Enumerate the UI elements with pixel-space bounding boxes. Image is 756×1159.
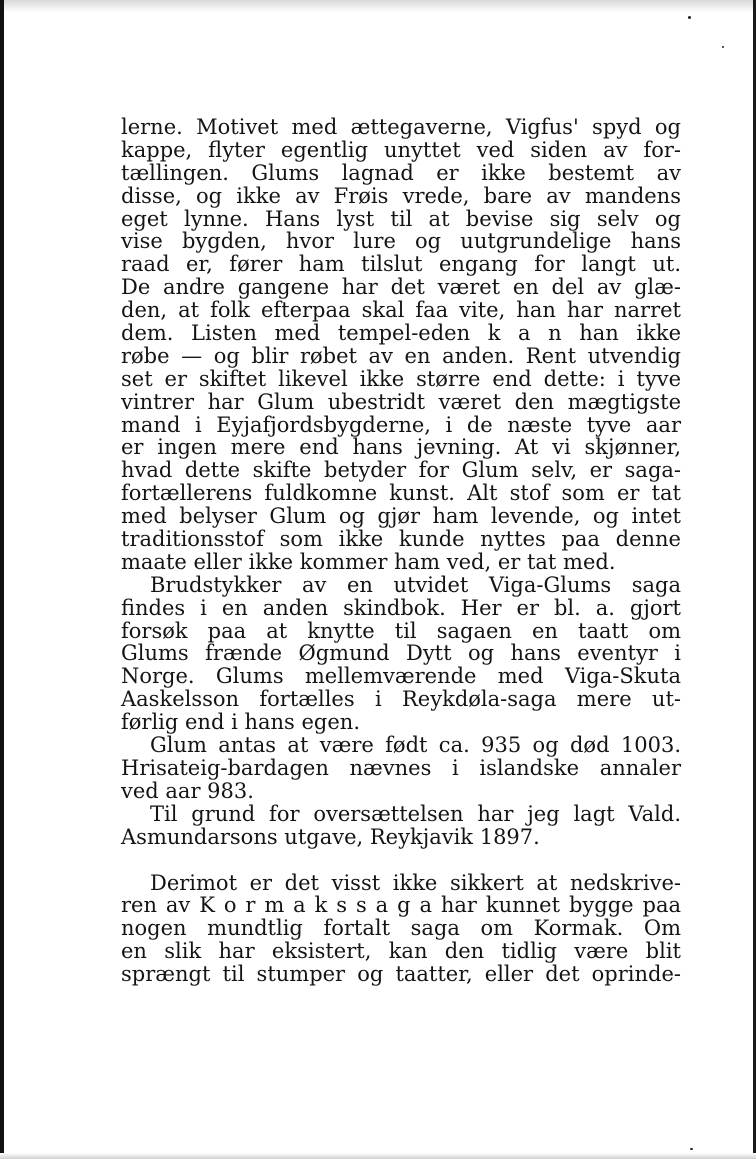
text-line: Norge. Glums mellemværende med Viga-Skuta	[121, 664, 681, 689]
text-line: ren av K o r m a k s s a g a har kunnet bygge paa	[121, 893, 681, 918]
paragraph	[121, 734, 681, 803]
page-top-shadow	[0, 0, 756, 12]
text-line: De andre gangene har det været en del av glæ-	[121, 275, 681, 300]
text-line: Glums frænde Øgmund Dytt og hans eventyr i	[121, 641, 681, 666]
text-line: vise bygden, hvor lure og uutgrundelige hans	[121, 229, 681, 254]
text-line: med belyser Glum og gjør ham levende, og intet	[121, 504, 681, 529]
paragraph	[121, 574, 681, 734]
text-line: dem. Listen med tempel-eden k a n han ikke	[121, 321, 681, 346]
text-line: tællingen. Glums lagnad er ikke bestemt av	[121, 160, 681, 185]
page-left-edge	[0, 0, 4, 1159]
text-line: førlig end i hans egen.	[121, 710, 360, 735]
text-line: maate eller ikke kommer ham ved, er tat med.	[121, 549, 616, 574]
dust-speck	[690, 1148, 693, 1150]
dust-speck	[688, 16, 691, 19]
text-line: lerne. Motivet med ættegaverne, Vigfus' spyd og	[121, 115, 681, 139]
text-line: røbe — og blir røbet av en anden. Rent utvendig	[121, 343, 681, 368]
text-line: Derimot er det visst ikke sikkert at nedskrive-	[150, 870, 681, 895]
text-line: forsøk paa at knytte til sagaen en taatt om	[121, 618, 681, 643]
text-line: Aaskelsson fortælles i Reykdøla-saga mere ut-	[121, 687, 681, 712]
text-line: Glum antas at være født ca. 935 og død 1003.	[150, 733, 681, 758]
text-line: kappe, flyter egentlig unyttet ved siden av for-	[121, 137, 681, 162]
text-line: Hrisateig-bardagen nævnes i islandske annaler	[121, 755, 681, 780]
text-line: mand i Eyjafjordsbygderne, i de næste tyve aar	[121, 412, 681, 437]
text-line: set er skiftet likevel ikke større end dette: i tyve	[121, 366, 681, 391]
text-line: er ingen mere end hans jevning. At vi skjønner,	[121, 435, 681, 460]
text-line: fortællerens fuldkomne kunst. Alt stof som er tat	[121, 481, 681, 506]
text-line: Brudstykker av en utvidet Viga-Glums saga	[150, 572, 681, 597]
page-bottom-shadow	[0, 1153, 756, 1159]
paragraph	[121, 803, 681, 849]
paragraph	[121, 872, 681, 986]
text-line: den, at folk efterpaa skal faa vite, han har narret	[121, 298, 681, 323]
text-line: raad er, fører ham tilslut engang for langt ut.	[121, 252, 681, 277]
dust-speck	[722, 46, 724, 48]
text-line: sprængt til stumper og taatter, eller det oprinde-	[121, 962, 681, 987]
text-line: ved aar 983.	[121, 778, 254, 803]
paragraph-gap	[121, 849, 681, 872]
text-line: disse, og ikke av Frøis vrede, bare av mandens	[121, 183, 681, 208]
text-line: en slik har eksistert, kan den tidlig være blit	[121, 939, 681, 964]
text-line: traditionsstof som ikke kunde nyttes paa denne	[121, 527, 681, 552]
text-line: vintrer har Glum ubestridt været den mægtigste	[121, 389, 681, 414]
text-line: Asmundarsons utgave, Reykjavik 1897.	[121, 824, 540, 849]
text-line: findes i en anden skindbok. Her er bl. a. gjort	[121, 595, 681, 620]
text-line: eget lynne. Hans lyst til at bevise sig selv og	[121, 206, 681, 231]
body-text	[121, 116, 681, 986]
paragraph	[121, 116, 681, 574]
text-line: Til grund for oversættelsen har jeg lagt Vald.	[150, 801, 681, 826]
text-line: nogen mundtlig fortalt saga om Kormak. Om	[121, 916, 681, 941]
text-line: hvad dette skifte betyder for Glum selv, er saga-	[121, 458, 681, 483]
